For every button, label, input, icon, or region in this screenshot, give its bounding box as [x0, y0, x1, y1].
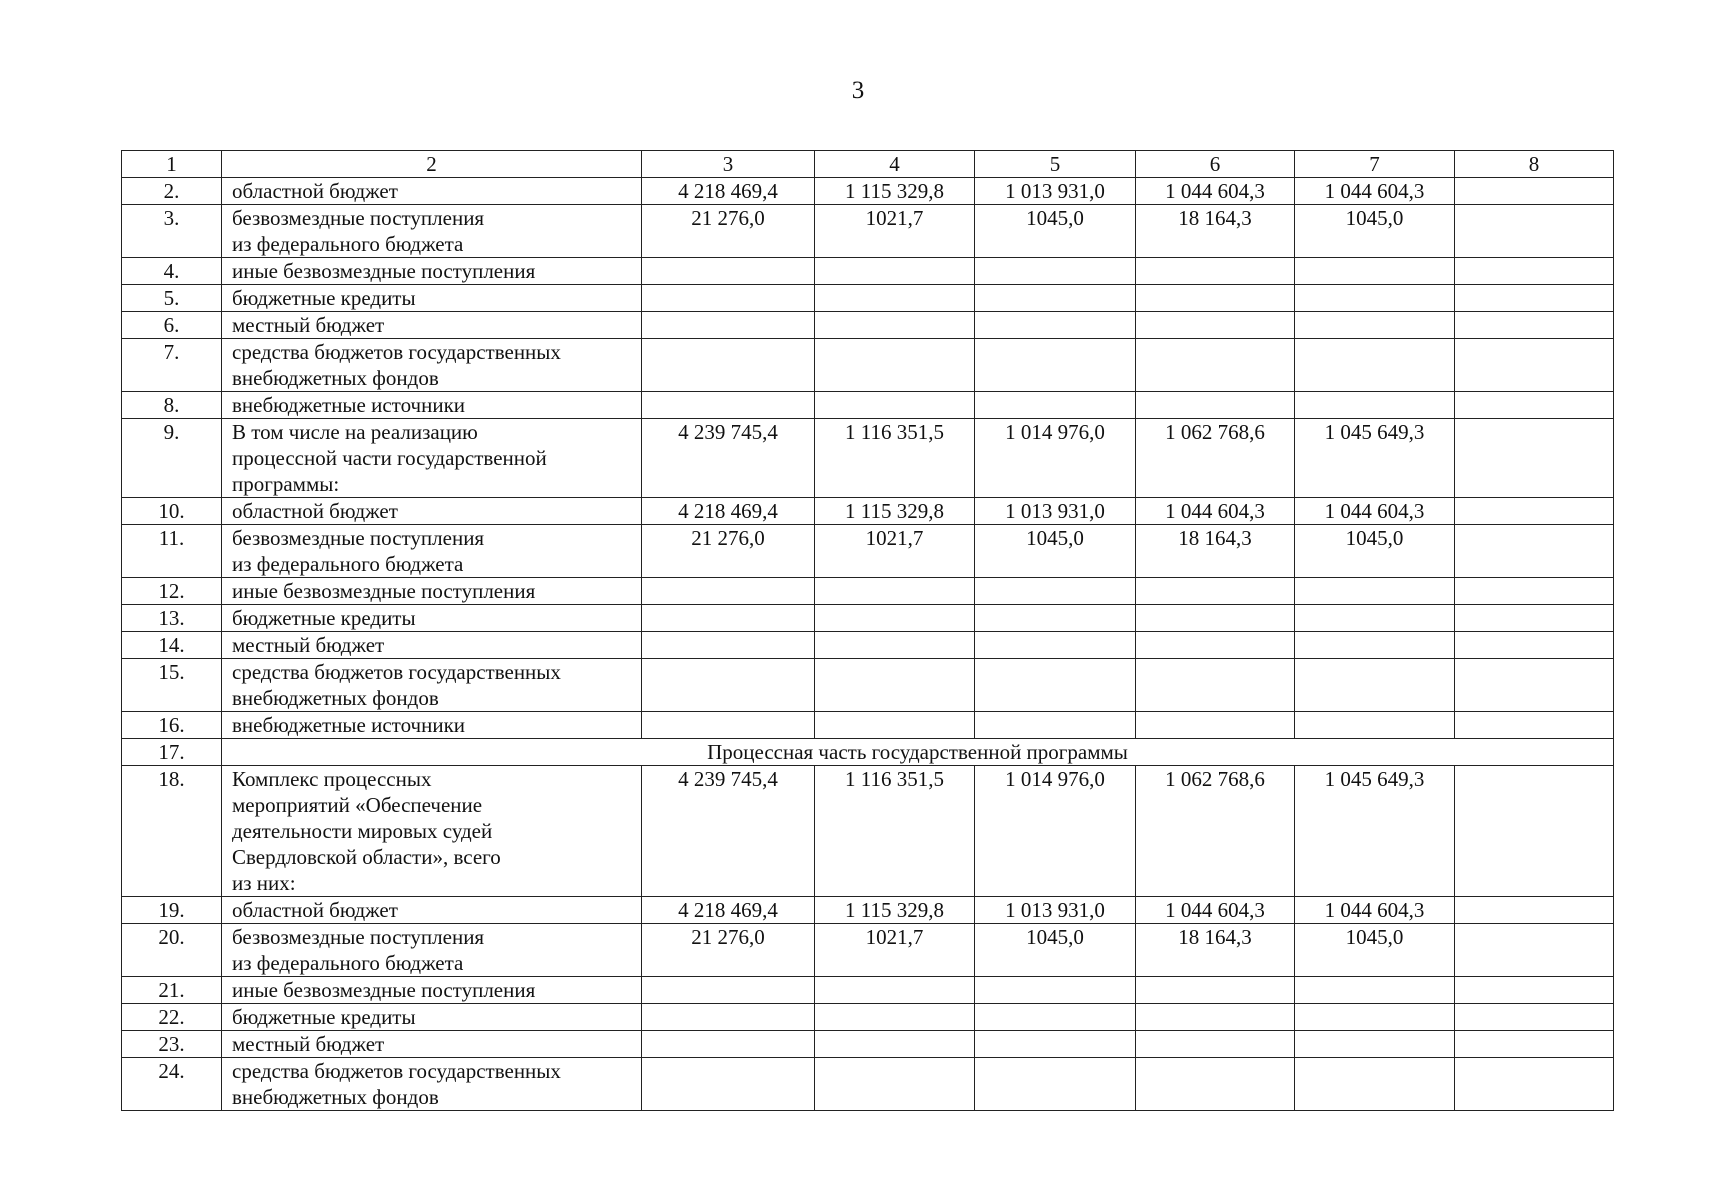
value-cell-col-3 [642, 285, 815, 312]
value-cell-col-8 [1455, 1004, 1614, 1031]
row-description-cell: бюджетные кредиты [222, 285, 642, 312]
row-number-cell: 2. [122, 178, 222, 205]
value-cell-col-5 [975, 392, 1136, 419]
value-cell-col-5 [975, 1031, 1136, 1058]
value-cell-col-5 [975, 605, 1136, 632]
row-description-cell: внебюджетные источники [222, 712, 642, 739]
row-number-cell: 12. [122, 578, 222, 605]
budget-table-body [122, 151, 1614, 1111]
value-cell-col-6 [1136, 712, 1295, 739]
value-cell-col-8 [1455, 766, 1614, 897]
value-cell-col-7 [1295, 605, 1455, 632]
table-row [122, 605, 1614, 632]
row-number-cell: 24. [122, 1058, 222, 1111]
value-cell-col-6 [1136, 659, 1295, 712]
value-cell-col-7: 1 044 604,3 [1295, 498, 1455, 525]
value-cell-col-3: 4 239 745,4 [642, 419, 815, 498]
value-cell-col-5: 1045,0 [975, 205, 1136, 258]
value-cell-col-5: 1 013 931,0 [975, 897, 1136, 924]
table-row [122, 178, 1614, 205]
value-cell-col-5 [975, 578, 1136, 605]
header-cell-col-3: 3 [642, 151, 815, 178]
value-cell-col-6 [1136, 632, 1295, 659]
value-cell-col-6 [1136, 258, 1295, 285]
value-cell-col-3: 21 276,0 [642, 525, 815, 578]
value-cell-col-6: 1 044 604,3 [1136, 178, 1295, 205]
value-cell-col-6 [1136, 977, 1295, 1004]
budget-table [121, 150, 1614, 1111]
row-description-cell: иные безвозмездные поступления [222, 578, 642, 605]
row-description-cell: иные безвозмездные поступления [222, 977, 642, 1004]
value-cell-col-3 [642, 392, 815, 419]
row-description-cell: Комплекс процессных мероприятий «Обеспечение деятельности мировых судей Свердловской области», всего из них: [222, 766, 642, 897]
row-number-cell: 20. [122, 924, 222, 977]
value-cell-col-3 [642, 1058, 815, 1111]
value-cell-col-3 [642, 1004, 815, 1031]
value-cell-col-6 [1136, 1031, 1295, 1058]
row-description-cell: средства бюджетов государственных внебюджетных фондов [222, 659, 642, 712]
value-cell-col-7 [1295, 632, 1455, 659]
value-cell-col-3 [642, 712, 815, 739]
value-cell-col-4 [815, 578, 975, 605]
table-row [122, 525, 1614, 578]
value-cell-col-6 [1136, 312, 1295, 339]
value-cell-col-3 [642, 339, 815, 392]
row-number-cell: 4. [122, 258, 222, 285]
value-cell-col-7 [1295, 712, 1455, 739]
value-cell-col-4 [815, 1031, 975, 1058]
value-cell-col-7 [1295, 659, 1455, 712]
value-cell-col-4: 1 116 351,5 [815, 766, 975, 897]
value-cell-col-3: 4 239 745,4 [642, 766, 815, 897]
value-cell-col-4 [815, 659, 975, 712]
value-cell-col-3: 4 218 469,4 [642, 897, 815, 924]
table-row [122, 766, 1614, 897]
value-cell-col-5 [975, 977, 1136, 1004]
value-cell-col-8 [1455, 1058, 1614, 1111]
value-cell-col-4 [815, 712, 975, 739]
value-cell-col-4 [815, 605, 975, 632]
value-cell-col-5 [975, 1004, 1136, 1031]
value-cell-col-6: 18 164,3 [1136, 205, 1295, 258]
value-cell-col-8 [1455, 659, 1614, 712]
row-number-cell: 21. [122, 977, 222, 1004]
row-description-cell: местный бюджет [222, 632, 642, 659]
table-row [122, 419, 1614, 498]
table-row [122, 897, 1614, 924]
value-cell-col-4: 1 115 329,8 [815, 498, 975, 525]
value-cell-col-7 [1295, 312, 1455, 339]
value-cell-col-4: 1 115 329,8 [815, 897, 975, 924]
value-cell-col-7 [1295, 977, 1455, 1004]
row-number-cell: 19. [122, 897, 222, 924]
value-cell-col-8 [1455, 285, 1614, 312]
table-row [122, 258, 1614, 285]
value-cell-col-6 [1136, 339, 1295, 392]
table-row [122, 205, 1614, 258]
value-cell-col-6 [1136, 1058, 1295, 1111]
value-cell-col-7: 1 045 649,3 [1295, 419, 1455, 498]
value-cell-col-5 [975, 339, 1136, 392]
value-cell-col-8 [1455, 392, 1614, 419]
header-cell-col-4: 4 [815, 151, 975, 178]
table-row [122, 924, 1614, 977]
value-cell-col-8 [1455, 525, 1614, 578]
value-cell-col-3: 4 218 469,4 [642, 178, 815, 205]
value-cell-col-7 [1295, 339, 1455, 392]
value-cell-col-4: 1021,7 [815, 525, 975, 578]
value-cell-col-7: 1 044 604,3 [1295, 897, 1455, 924]
header-cell-col-2: 2 [222, 151, 642, 178]
row-description-cell: В том числе на реализацию процессной части государственной программы: [222, 419, 642, 498]
table-row [122, 712, 1614, 739]
row-description-cell: средства бюджетов государственных внебюджетных фондов [222, 339, 642, 392]
value-cell-col-6: 1 044 604,3 [1136, 897, 1295, 924]
row-description-cell: местный бюджет [222, 312, 642, 339]
value-cell-col-6 [1136, 1004, 1295, 1031]
row-description-cell: средства бюджетов государственных внебюджетных фондов [222, 1058, 642, 1111]
row-description-cell: областной бюджет [222, 178, 642, 205]
value-cell-col-5 [975, 312, 1136, 339]
table-row [122, 312, 1614, 339]
value-cell-col-3 [642, 258, 815, 285]
section-title: Процессная часть государственной программы [222, 739, 1614, 766]
value-cell-col-5: 1045,0 [975, 924, 1136, 977]
row-number-cell: 23. [122, 1031, 222, 1058]
value-cell-col-7: 1045,0 [1295, 924, 1455, 977]
value-cell-col-7 [1295, 578, 1455, 605]
value-cell-col-5: 1045,0 [975, 525, 1136, 578]
row-number-cell: 16. [122, 712, 222, 739]
value-cell-col-5: 1 013 931,0 [975, 178, 1136, 205]
header-cell-col-1: 1 [122, 151, 222, 178]
table-row [122, 1058, 1614, 1111]
value-cell-col-3: 4 218 469,4 [642, 498, 815, 525]
header-cell-col-5: 5 [975, 151, 1136, 178]
value-cell-col-6 [1136, 392, 1295, 419]
row-description-cell: бюджетные кредиты [222, 1004, 642, 1031]
value-cell-col-8 [1455, 712, 1614, 739]
value-cell-col-3: 21 276,0 [642, 205, 815, 258]
value-cell-col-8 [1455, 339, 1614, 392]
table-row [122, 659, 1614, 712]
value-cell-col-4: 1 115 329,8 [815, 178, 975, 205]
table-row [122, 339, 1614, 392]
row-number-cell: 22. [122, 1004, 222, 1031]
table-header-row [122, 151, 1614, 178]
value-cell-col-3 [642, 632, 815, 659]
value-cell-col-5: 1 013 931,0 [975, 498, 1136, 525]
value-cell-col-4: 1 116 351,5 [815, 419, 975, 498]
table-row [122, 498, 1614, 525]
value-cell-col-3 [642, 578, 815, 605]
row-description-cell: иные безвозмездные поступления [222, 258, 642, 285]
row-number-cell: 8. [122, 392, 222, 419]
value-cell-col-3 [642, 312, 815, 339]
row-number-cell: 10. [122, 498, 222, 525]
table-row [122, 632, 1614, 659]
row-number-cell: 11. [122, 525, 222, 578]
header-cell-col-6: 6 [1136, 151, 1295, 178]
value-cell-col-6: 18 164,3 [1136, 525, 1295, 578]
row-description-cell: безвозмездные поступления из федерального бюджета [222, 205, 642, 258]
table-row [122, 1004, 1614, 1031]
row-number-cell: 9. [122, 419, 222, 498]
value-cell-col-8 [1455, 498, 1614, 525]
row-number-cell: 6. [122, 312, 222, 339]
value-cell-col-4 [815, 1058, 975, 1111]
row-number-cell: 14. [122, 632, 222, 659]
value-cell-col-3 [642, 605, 815, 632]
value-cell-col-7: 1045,0 [1295, 525, 1455, 578]
row-description-cell: внебюджетные источники [222, 392, 642, 419]
value-cell-col-6: 1 062 768,6 [1136, 766, 1295, 897]
value-cell-col-4: 1021,7 [815, 205, 975, 258]
value-cell-col-5 [975, 258, 1136, 285]
value-cell-col-5 [975, 285, 1136, 312]
value-cell-col-7 [1295, 1058, 1455, 1111]
value-cell-col-8 [1455, 1031, 1614, 1058]
row-number-cell: 17. [122, 739, 222, 766]
row-number-cell: 5. [122, 285, 222, 312]
value-cell-col-5: 1 014 976,0 [975, 419, 1136, 498]
value-cell-col-4 [815, 977, 975, 1004]
value-cell-col-4 [815, 339, 975, 392]
table-row [122, 578, 1614, 605]
value-cell-col-5 [975, 712, 1136, 739]
value-cell-col-7: 1 044 604,3 [1295, 178, 1455, 205]
value-cell-col-8 [1455, 924, 1614, 977]
table-row [122, 1031, 1614, 1058]
value-cell-col-8 [1455, 205, 1614, 258]
value-cell-col-7: 1045,0 [1295, 205, 1455, 258]
row-description-cell: бюджетные кредиты [222, 605, 642, 632]
row-description-cell: областной бюджет [222, 897, 642, 924]
value-cell-col-6: 18 164,3 [1136, 924, 1295, 977]
value-cell-col-8 [1455, 578, 1614, 605]
value-cell-col-7 [1295, 1031, 1455, 1058]
row-description-cell: областной бюджет [222, 498, 642, 525]
page-number: 3 [851, 77, 865, 104]
value-cell-col-5 [975, 659, 1136, 712]
row-number-cell: 7. [122, 339, 222, 392]
value-cell-col-6: 1 044 604,3 [1136, 498, 1295, 525]
header-cell-col-7: 7 [1295, 151, 1455, 178]
value-cell-col-8 [1455, 605, 1614, 632]
value-cell-col-7 [1295, 285, 1455, 312]
table-row [122, 977, 1614, 1004]
value-cell-col-3: 21 276,0 [642, 924, 815, 977]
value-cell-col-6 [1136, 578, 1295, 605]
value-cell-col-7 [1295, 258, 1455, 285]
value-cell-col-8 [1455, 897, 1614, 924]
header-cell-col-8: 8 [1455, 151, 1614, 178]
table-row [122, 285, 1614, 312]
value-cell-col-4 [815, 258, 975, 285]
row-description-cell: безвозмездные поступления из федерального бюджета [222, 924, 642, 977]
value-cell-col-8 [1455, 312, 1614, 339]
section-heading-row [122, 739, 1614, 766]
value-cell-col-3 [642, 977, 815, 1004]
value-cell-col-4 [815, 392, 975, 419]
value-cell-col-7 [1295, 392, 1455, 419]
row-number-cell: 3. [122, 205, 222, 258]
table-row [122, 392, 1614, 419]
value-cell-col-6 [1136, 605, 1295, 632]
value-cell-col-8 [1455, 178, 1614, 205]
value-cell-col-5 [975, 1058, 1136, 1111]
value-cell-col-4 [815, 632, 975, 659]
row-description-cell: безвозмездные поступления из федерального бюджета [222, 525, 642, 578]
value-cell-col-4 [815, 285, 975, 312]
value-cell-col-8 [1455, 419, 1614, 498]
value-cell-col-8 [1455, 258, 1614, 285]
value-cell-col-3 [642, 1031, 815, 1058]
value-cell-col-4 [815, 312, 975, 339]
value-cell-col-5: 1 014 976,0 [975, 766, 1136, 897]
value-cell-col-8 [1455, 977, 1614, 1004]
value-cell-col-6 [1136, 285, 1295, 312]
row-number-cell: 13. [122, 605, 222, 632]
row-number-cell: 18. [122, 766, 222, 897]
row-number-cell: 15. [122, 659, 222, 712]
value-cell-col-7 [1295, 1004, 1455, 1031]
value-cell-col-3 [642, 659, 815, 712]
value-cell-col-4: 1021,7 [815, 924, 975, 977]
value-cell-col-4 [815, 1004, 975, 1031]
value-cell-col-7: 1 045 649,3 [1295, 766, 1455, 897]
value-cell-col-5 [975, 632, 1136, 659]
row-description-cell: местный бюджет [222, 1031, 642, 1058]
value-cell-col-8 [1455, 632, 1614, 659]
value-cell-col-6: 1 062 768,6 [1136, 419, 1295, 498]
